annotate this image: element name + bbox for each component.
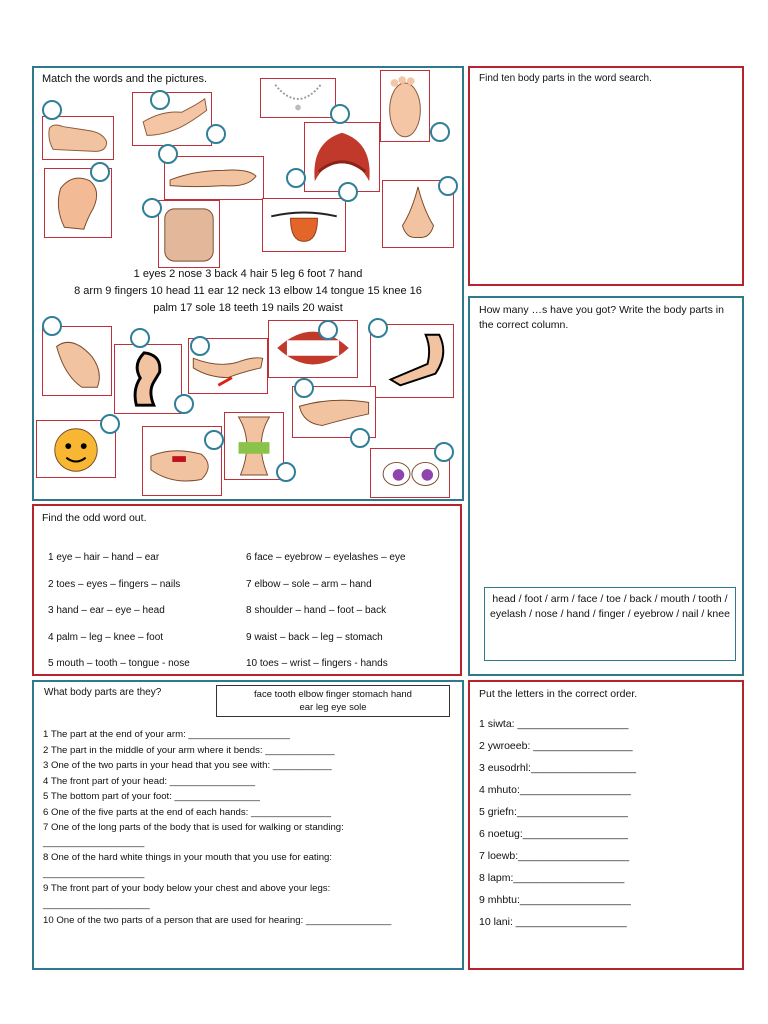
what-parts-section (32, 680, 464, 970)
label-circle[interactable] (100, 414, 120, 434)
odd-word-item: 1 eye – hair – hand – ear (48, 552, 160, 563)
word-search-title: Find ten body parts in the word search. (479, 73, 652, 84)
word-bank-line: face tooth elbow finger stomach hand (254, 689, 412, 700)
anagram-item: 3 eusodrhl:__________________ (479, 762, 637, 774)
picture-waist (224, 412, 284, 480)
definition-item: 9 The front part of your body below your chest and above your legs: (43, 883, 331, 894)
label-circle[interactable] (204, 430, 224, 450)
odd-word-title: Find the odd word out. (42, 512, 147, 524)
anagram-item: 5 griefn:___________________ (479, 806, 628, 818)
what-parts-title: What body parts are they? (44, 687, 162, 698)
word-search-section (468, 66, 744, 286)
label-circle[interactable] (368, 318, 388, 338)
definition-answer-line: ___________________ (43, 837, 145, 848)
anagram-item: 10 lani: ___________________ (479, 916, 627, 928)
anagram-item: 6 noetug:__________________ (479, 828, 628, 840)
definition-item: 3 One of the two parts in your head that you see with: ___________ (43, 760, 332, 771)
label-circle[interactable] (190, 336, 210, 356)
body-part-word-bank: head / foot / arm / face / toe / back / mouth / tooth / eyelash / nose / hand / finger / eyebrow / nail / knee (484, 587, 736, 661)
label-circle[interactable] (430, 122, 450, 142)
label-circle[interactable] (150, 90, 170, 110)
definition-item: 8 One of the hard white things in your mouth that you use for eating: (43, 852, 333, 863)
anagram-item: 2 ywroeeb: _________________ (479, 740, 633, 752)
label-circle[interactable] (350, 428, 370, 448)
match-section (32, 66, 464, 501)
label-circle[interactable] (90, 162, 110, 182)
picture-neck (260, 78, 336, 118)
picture-sole (380, 70, 430, 142)
picture-foot (42, 116, 114, 160)
picture-leg (132, 92, 212, 146)
label-circle[interactable] (286, 168, 306, 188)
label-circle[interactable] (338, 182, 358, 202)
label-circle[interactable] (434, 442, 454, 462)
label-circle[interactable] (42, 100, 62, 120)
definition-answer-line: ___________________ (43, 868, 145, 879)
picture-back (158, 200, 220, 268)
definition-item: 2 The part in the middle of your arm where it bends: _____________ (43, 745, 335, 756)
how-many-title: How many …s have you got? Write the body parts in the correct column. (479, 304, 724, 331)
definition-item: 5 The bottom part of your foot: ________________ (43, 791, 260, 802)
label-circle[interactable] (294, 378, 314, 398)
odd-word-item: 6 face – eyebrow – eyelashes – eye (246, 552, 406, 563)
anagram-item: 7 loewb:___________________ (479, 850, 630, 862)
definition-item: 10 One of the two parts of a person that are used for hearing: ________________ (43, 915, 392, 926)
odd-word-section (32, 504, 462, 676)
label-circle[interactable] (276, 462, 296, 482)
odd-word-item: 7 elbow – sole – arm – hand (246, 579, 372, 590)
odd-word-item: 2 toes – eyes – fingers – nails (48, 579, 181, 590)
picture-hair (304, 122, 380, 192)
definitions-word-bank (216, 685, 450, 717)
word-list-line: 1 eyes 2 nose 3 back 4 hair 5 leg 6 foot 7 hand (133, 268, 363, 280)
odd-word-item: 4 palm – leg – knee – foot (48, 632, 164, 643)
anagram-item: 8 lapm:___________________ (479, 872, 625, 884)
anagram-item: 9 mhbtu:___________________ (479, 894, 631, 906)
odd-word-item: 8 shoulder – hand – foot – back (246, 605, 387, 616)
definition-item: 6 One of the five parts at the end of each hands: _______________ (43, 807, 332, 818)
label-circle[interactable] (130, 328, 150, 348)
picture-fingers (42, 326, 112, 396)
label-circle[interactable] (318, 320, 338, 340)
label-circle[interactable] (158, 144, 178, 164)
definition-item: 7 One of the long parts of the body that is used for walking or standing: (43, 822, 344, 833)
definition-answer-line: ____________________ (43, 899, 150, 910)
label-circle[interactable] (42, 316, 62, 336)
label-circle[interactable] (174, 394, 194, 414)
odd-word-item: 9 waist – back – leg – stomach (246, 632, 383, 643)
odd-word-item: 3 hand – ear – eye – head (48, 605, 165, 616)
letters-order-title: Put the letters in the correct order. (479, 688, 638, 700)
label-circle[interactable] (330, 104, 350, 124)
picture-teeth (268, 320, 358, 378)
word-list-line: 8 arm 9 fingers 10 head 11 ear 12 neck 13 elbow 14 tongue 15 knee 16 (74, 285, 422, 297)
anagram-item: 4 mhuto:___________________ (479, 784, 631, 796)
picture-tongue (262, 198, 346, 252)
word-bank-line: ear leg eye sole (299, 702, 367, 713)
match-title: Match the words and the pictures. (42, 73, 208, 85)
how-many-section (468, 296, 744, 676)
definition-item: 1 The part at the end of your arm: ___________________ (43, 729, 290, 740)
letters-order-section (468, 680, 744, 970)
odd-word-item: 10 toes – wrist – fingers - hands (246, 658, 388, 669)
label-circle[interactable] (206, 124, 226, 144)
label-circle[interactable] (438, 176, 458, 196)
definition-item: 4 The front part of your head: ________________ (43, 776, 256, 787)
match-word-list (34, 266, 462, 317)
word-list-line: palm 17 sole 18 teeth 19 nails 20 waist (153, 302, 343, 314)
picture-knee (114, 344, 182, 414)
picture-arm (164, 156, 264, 200)
label-circle[interactable] (142, 198, 162, 218)
odd-word-item: 5 mouth – tooth – tongue - nose (48, 658, 190, 669)
anagram-item: 1 siwta: ___________________ (479, 718, 629, 730)
